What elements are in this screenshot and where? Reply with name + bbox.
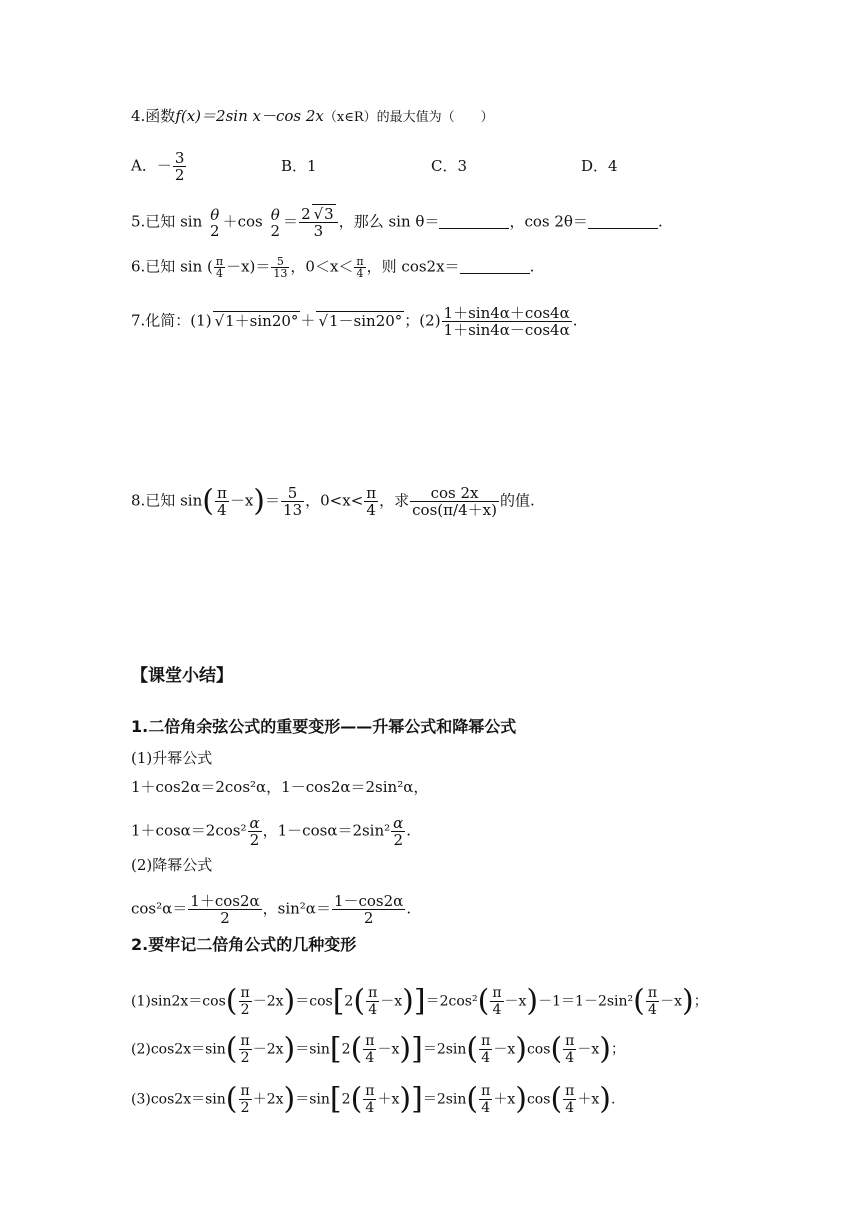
- fraction-numerator: [248, 815, 262, 832]
- fraction-denominator: 13: [283, 501, 303, 519]
- q6-condition: ，0＜x＜: [290, 257, 354, 276]
- fraction-denominator: 4: [565, 1100, 575, 1116]
- fraction-numerator: π: [366, 484, 377, 502]
- plus-2x: ＋2x: [252, 1091, 284, 1108]
- summary-1b-heading: (2)降幂公式: [131, 856, 213, 874]
- q8-pi-over-4-bound: [364, 485, 378, 518]
- fraction-denominator: 2: [174, 166, 185, 184]
- formula-3: (3)cos2x＝sin( $\frac{\pi}{2}$ ＋2x)＝sin[2( $\frac{\pi}{4}$ ＋x)]＝2sin( $\frac{\pi}{4}$ ＋x)cos( $\frac{\pi}{4}$ ＋x).: [131, 1081, 616, 1117]
- fraction-denominator: 2: [220, 909, 230, 927]
- formula-part: ＝cos: [295, 993, 333, 1010]
- coefficient: 2: [341, 1091, 351, 1108]
- fraction-denominator: 4: [492, 1002, 502, 1018]
- summary-1b-line: [131, 893, 411, 926]
- fraction-denominator: 4: [365, 1100, 375, 1116]
- reduce-fraction-2: [332, 893, 405, 926]
- q7-end: .: [572, 311, 578, 330]
- minus-x: －x: [504, 993, 527, 1010]
- fraction-denominator: 2: [240, 1002, 250, 1018]
- fraction-numerator: 1＋sin4α＋cos4α: [443, 304, 570, 322]
- q8-equals: ＝: [265, 491, 281, 510]
- plus-x: ＋x: [377, 1091, 400, 1108]
- q6-pi-over-4: [214, 256, 225, 279]
- minus-x: －x: [377, 1041, 400, 1058]
- q8-end: 的值.: [499, 491, 535, 510]
- fraction-denominator: 4: [481, 1100, 491, 1116]
- fraction-numerator: π: [216, 484, 227, 502]
- formula-part: －1＝1－2sin²: [538, 993, 634, 1010]
- formula-end: .: [406, 899, 412, 918]
- q6-minus-x: －x)＝: [226, 257, 271, 276]
- sqrt-value: √ 3: [312, 204, 336, 223]
- q8-prefix: 8.已知 sin: [131, 491, 203, 510]
- formula-part: ，1－cosα＝2sin²: [262, 821, 391, 840]
- q6-pi-over-4-bound: [354, 256, 365, 279]
- summary-title-1: 1.二倍角余弦公式的重要变形——升幂公式和降幂公式: [131, 717, 517, 736]
- q4-option-d: D．4: [581, 156, 618, 175]
- fraction-numerator: π: [365, 1033, 375, 1049]
- minus-2x: －2x: [252, 993, 284, 1010]
- question-5: [131, 206, 663, 239]
- formula-part: ＝sin: [295, 1091, 330, 1108]
- formula-part: ＝2cos²: [425, 993, 478, 1010]
- alpha: α: [393, 814, 404, 832]
- q8-five-thirteenths: [281, 485, 304, 518]
- q5-equals: ＝: [283, 212, 299, 231]
- q5-fraction-2: [269, 207, 283, 239]
- summary-title-2: 2.要牢记二倍角公式的几种变形: [131, 935, 357, 954]
- minus-x: －x: [493, 1041, 516, 1058]
- fraction-numerator: π: [240, 985, 250, 1001]
- answer-blank[interactable]: [588, 214, 658, 229]
- fraction-numerator: π: [492, 985, 502, 1001]
- fraction-numerator: π: [565, 1033, 575, 1049]
- fraction-denominator: 13: [273, 267, 288, 280]
- q6-end: .: [529, 257, 535, 276]
- fraction-numerator: π: [215, 255, 224, 268]
- fraction-numerator: 1＋cos2α: [190, 892, 260, 910]
- fraction-numerator: π: [481, 1083, 491, 1099]
- pi-over-4: [366, 985, 379, 1018]
- q7-separator: ；(2): [404, 311, 441, 330]
- q5-mid-text-2: ，cos 2θ＝: [509, 212, 588, 231]
- q7-fraction: [442, 305, 572, 338]
- plus-x: ＋x: [467, 501, 492, 519]
- q5-plus-cos: ＋cos: [222, 212, 263, 231]
- fraction-denominator: 2: [270, 221, 281, 240]
- q5-value-fraction: [299, 206, 338, 239]
- formula-end: ；: [610, 1041, 625, 1058]
- question-7: [131, 305, 578, 338]
- answer-blank[interactable]: [439, 214, 509, 229]
- fraction-numerator: [391, 815, 405, 832]
- q8-minus-x: －x: [229, 491, 254, 510]
- fraction-denominator: 4: [217, 501, 227, 519]
- formula-part: (1)sin2x＝cos: [131, 993, 226, 1010]
- formula-part: ，sin²α＝: [262, 899, 331, 918]
- formula-part: (3)cos2x＝sin: [131, 1091, 226, 1108]
- q4-option-a: [131, 150, 281, 183]
- q4-option-c: C．3: [431, 156, 468, 175]
- question-4-options: [131, 150, 731, 183]
- fraction-numerator: 3: [174, 149, 185, 167]
- fraction-denominator: cos(π/4＋x): [412, 501, 497, 519]
- minus-2x: －2x: [252, 1041, 284, 1058]
- formula-1: (1)sin2x＝cos( $\frac{\pi}{2}$ －2x)＝cos[2( $\frac{\pi}{4}$ －x)]＝2cos²( $\frac{\pi}{4}$ －x)－1＝1－2sin²( $\frac{\pi}{4}$ －x)；: [131, 983, 708, 1019]
- pi-over-4: [479, 1033, 492, 1066]
- alpha: α: [249, 814, 260, 832]
- q8-condition: ，0<x<: [305, 491, 364, 510]
- q4-prefix: 4.函数: [131, 107, 176, 125]
- formula-part: cos: [526, 1041, 551, 1058]
- formula-part: cos²α＝: [131, 899, 188, 918]
- fraction-denominator: 2: [240, 1100, 250, 1116]
- minus-x: －x: [577, 1041, 600, 1058]
- fraction-numerator: π: [368, 985, 378, 1001]
- value-coefficient: 2: [301, 205, 311, 223]
- q7-sqrt-2: √ 1－sin20°: [316, 311, 404, 330]
- fraction-numerator: π: [365, 1083, 375, 1099]
- summary-1a-line-1: 1＋cos2α＝2cos²α，1－cos2α＝2sin²α，: [131, 778, 429, 796]
- fraction-denominator: 4: [368, 1002, 378, 1018]
- q5-prefix: 5.已知 sin: [131, 212, 203, 231]
- q4-option-a-label: A．: [131, 156, 157, 175]
- fraction-denominator: 2: [210, 221, 220, 240]
- fraction-numerator: π: [647, 985, 658, 1001]
- q6-five-thirteenths: [271, 256, 289, 279]
- fraction-numerator: 5: [271, 256, 289, 268]
- formula-part: ＝2sin: [422, 1041, 467, 1058]
- q7-prefix: 7.化简：(1): [131, 311, 212, 330]
- pi-over-4: [363, 1033, 376, 1066]
- formula-part: ＝2sin: [422, 1091, 467, 1108]
- question-8: [131, 485, 535, 518]
- theta: θ: [270, 205, 280, 224]
- fraction-denominator: 4: [481, 1050, 491, 1066]
- cos-label: cos: [412, 501, 438, 519]
- summary-1a-line-2: [131, 815, 411, 848]
- minus-x: －x: [380, 993, 403, 1010]
- q8-pi-over-4: [215, 485, 229, 518]
- formula-end: .: [610, 1091, 616, 1108]
- q4-condition: （x∈R）的最大值为（ ）: [323, 110, 494, 125]
- fraction-denominator: 4: [648, 1002, 657, 1018]
- fraction-denominator: 4: [215, 267, 223, 280]
- formula-part: ＝sin: [295, 1041, 330, 1058]
- answer-blank[interactable]: [460, 259, 530, 274]
- q6-prefix: 6.已知 sin (: [131, 257, 213, 276]
- right-paren: ): [253, 483, 266, 519]
- fraction-denominator: 2: [363, 909, 374, 927]
- q4-option-a-sign: －: [156, 156, 172, 175]
- formula-part: (2)cos2x＝sin: [131, 1041, 226, 1058]
- minus-x: －x: [660, 993, 682, 1010]
- coefficient: 2: [341, 1041, 351, 1058]
- fraction-denominator: 2: [249, 831, 260, 849]
- q8-target-fraction: [410, 485, 499, 518]
- fraction-denominator: 4: [365, 1050, 375, 1066]
- question-4: [131, 106, 494, 128]
- fraction-denominator: 2: [240, 1050, 250, 1066]
- question-6: [131, 256, 534, 279]
- q8-ask: ，求: [379, 491, 410, 510]
- fraction-denominator: 2: [393, 831, 403, 849]
- formula-end: .: [406, 821, 412, 840]
- theta: θ: [210, 205, 220, 224]
- q5-fraction-1: [208, 207, 222, 239]
- pi-over-2: [239, 1033, 252, 1066]
- fraction-numerator: π: [481, 1033, 491, 1049]
- q7-sqrt-1: √ 1＋sin20°: [213, 311, 301, 330]
- q5-mid-text: ，那么 sin θ＝: [338, 212, 440, 231]
- alpha-over-2: [391, 815, 405, 848]
- pi-over-4: [363, 1083, 376, 1116]
- q4-option-a-fraction: [173, 150, 187, 183]
- fraction-denominator: 4: [356, 267, 364, 280]
- four-symbol: 4: [458, 501, 468, 519]
- left-paren: (: [202, 483, 214, 519]
- pi-over-4: [563, 1083, 576, 1116]
- coefficient: 2: [344, 993, 354, 1010]
- q4-function: f(x)＝2sin x－cos 2x: [175, 107, 324, 125]
- pi-over-4: [490, 985, 503, 1018]
- formula-part: 1＋cosα＝2cos²: [131, 821, 247, 840]
- reduce-fraction-1: [188, 893, 261, 926]
- summary-1a-heading: (1)升幂公式: [131, 749, 213, 767]
- fraction-denominator: 1＋sin4α－cos4α: [443, 321, 570, 339]
- pi-over-4: [646, 985, 659, 1018]
- fraction-numerator: π: [240, 1083, 250, 1099]
- q6-then: ，则 cos2x＝: [366, 257, 460, 276]
- plus-x: ＋x: [493, 1091, 516, 1108]
- fraction-numerator: π: [565, 1083, 575, 1099]
- plus-x: ＋x: [577, 1091, 600, 1108]
- fraction-numerator: π: [356, 255, 364, 268]
- pi-over-4: [563, 1033, 576, 1066]
- fraction-denominator: 4: [366, 501, 376, 519]
- q4-option-b: B．1: [281, 156, 317, 175]
- fraction-denominator: 4: [565, 1050, 575, 1066]
- alpha-over-2: [248, 815, 262, 848]
- pi-over-2: [239, 1083, 252, 1116]
- formula-2: (2)cos2x＝sin( $\frac{\pi}{2}$ －2x)＝sin[2( $\frac{\pi}{4}$ －x)]＝2sin( $\frac{\pi}{4}$ －x)cos( $\frac{\pi}{4}$ －x)；: [131, 1031, 625, 1067]
- fraction-denominator: 3: [313, 222, 324, 240]
- fraction-numerator: cos 2x: [410, 485, 499, 502]
- fraction-numerator: 1－cos2α: [333, 892, 404, 910]
- fraction-numerator: π: [240, 1033, 250, 1049]
- formula-end: ；: [693, 993, 708, 1010]
- pi-over-4: [479, 1083, 492, 1116]
- pi-symbol: π: [443, 501, 453, 519]
- pi-over-2: [239, 985, 252, 1018]
- formula-part: cos: [526, 1091, 551, 1108]
- fraction-numerator: 5: [281, 485, 304, 502]
- q7-plus: ＋: [300, 311, 316, 330]
- section-header: 【课堂小结】: [131, 666, 233, 686]
- q5-end: .: [657, 212, 663, 231]
